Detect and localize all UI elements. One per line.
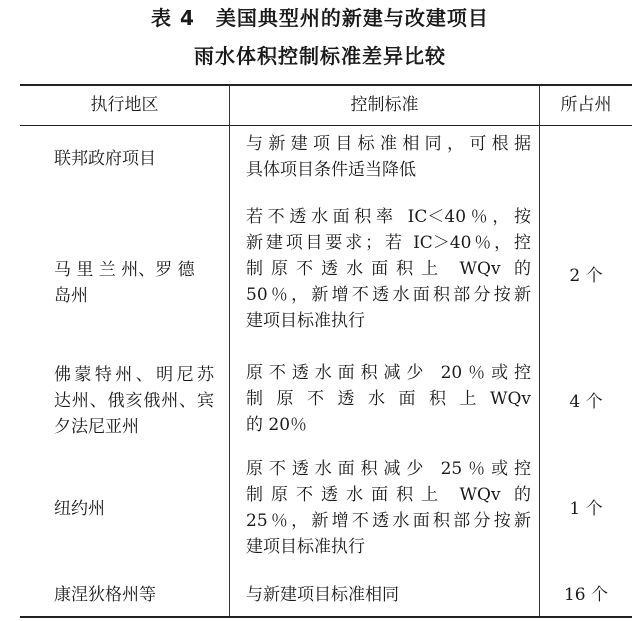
region-cell — [54, 362, 224, 440]
standard-cell — [246, 131, 531, 183]
count-cell: 2 个 — [569, 266, 603, 286]
region-cell — [54, 257, 222, 309]
region-line: 佛蒙特州、明尼苏 — [54, 365, 214, 385]
table-title-line-1: 表 4 美国典型州的新建与改建项目 — [151, 6, 489, 30]
bottom-rule — [20, 616, 632, 618]
region-line: 夕法尼亚州 — [54, 417, 139, 437]
standard-cell — [246, 360, 531, 438]
column-divider-1 — [229, 86, 230, 616]
standard-line: 具体项目条件适当降低 — [246, 160, 416, 180]
header-standard: 控制标准 — [350, 95, 419, 115]
region-cell: 纽约州 — [54, 499, 105, 519]
standard-line: 原不透水面积减少 25％或控 — [246, 459, 531, 479]
standard-line: 制原不透水面积上 WQv 的 — [246, 485, 531, 505]
standard-line: 新建项目要求；若 IC＞40％，控 — [246, 233, 531, 253]
count-cell: 4 个 — [569, 392, 603, 412]
standard-line: 原不透水面积减少 20％或控 — [246, 363, 531, 383]
top-rule — [20, 84, 632, 86]
header-rule — [20, 125, 632, 126]
standard-line: 制原不透水面积上 WQv 的 — [246, 259, 531, 279]
standard-line: 25％，新增不透水面积部分按新 — [246, 511, 531, 531]
standard-line: 与新建项目标准相同，可根据 — [246, 134, 531, 154]
region-cell: 康涅狄格州等 — [54, 585, 156, 605]
standard-line: 制 原 不 透 水 面 积 上 WQv — [246, 389, 531, 409]
region-line: 马 里 兰 州、罗 德 — [54, 260, 195, 280]
standard-line: 50％，新增不透水面积部分按新 — [246, 285, 531, 305]
standard-line: 若不透水面积率 IC＜40％，按 — [246, 207, 531, 227]
count-cell: 1 个 — [569, 499, 603, 519]
column-divider-2 — [539, 86, 540, 616]
region-line: 岛州 — [54, 286, 88, 306]
count-cell: 16 个 — [563, 585, 609, 605]
standard-line: 的 20％ — [246, 415, 308, 435]
standard-line: 建项目标准执行 — [246, 311, 365, 331]
standard-cell: 与新建项目标准相同 — [246, 585, 399, 605]
header-count: 所占州 — [560, 95, 612, 115]
region-cell: 联邦政府项目 — [54, 149, 156, 169]
header-region: 执行地区 — [90, 95, 159, 115]
region-line: 达州、俄亥俄州、宾 — [54, 391, 214, 411]
standard-cell — [246, 204, 531, 334]
standard-cell — [246, 456, 531, 560]
table-title-line-2: 雨水体积控制标准差异比较 — [194, 44, 446, 68]
standard-line: 建项目标准执行 — [246, 537, 365, 557]
